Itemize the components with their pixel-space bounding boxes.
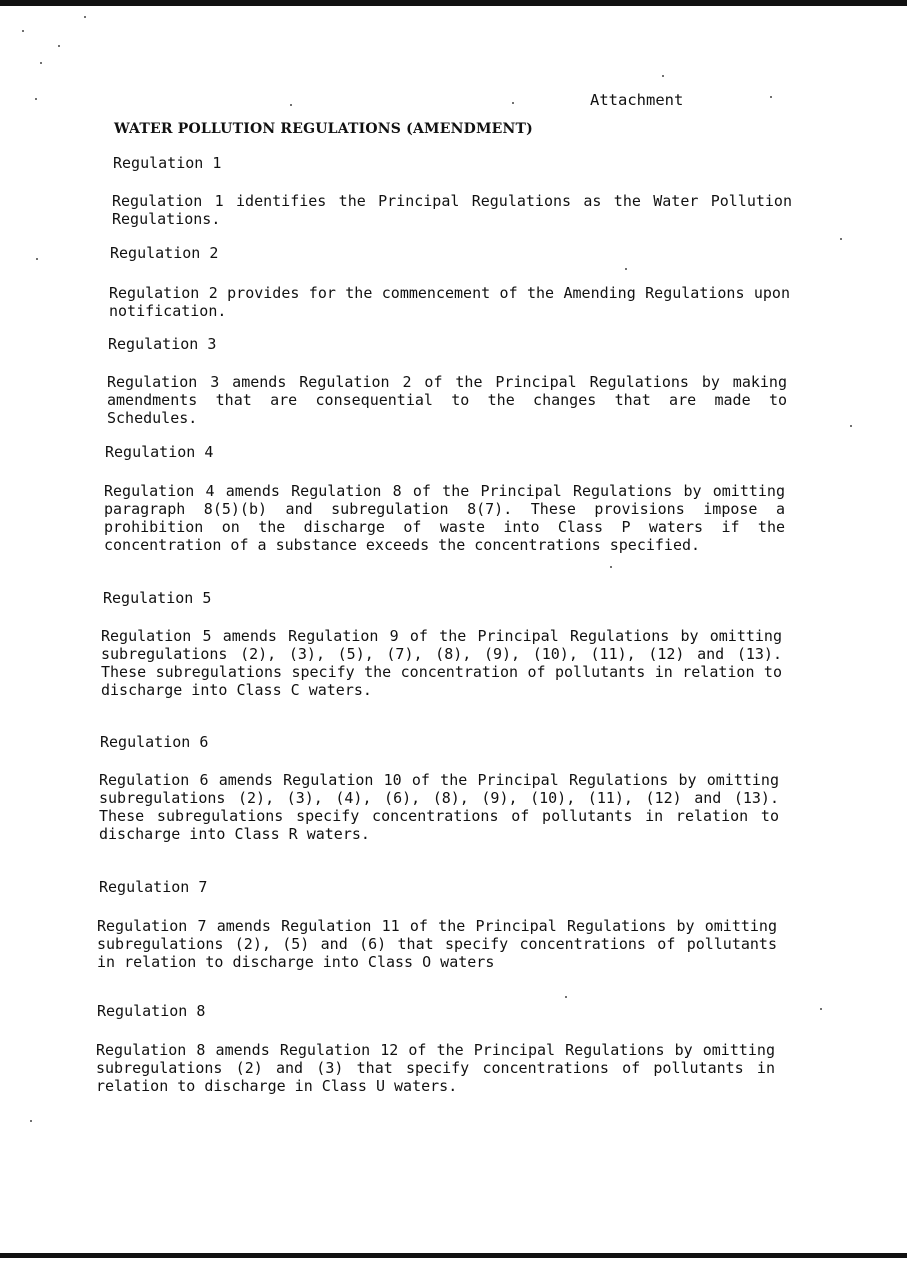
section-paragraph: Regulation 1 identifies the Principal Regulations as the Water Pollution Regulations. — [112, 192, 792, 228]
section-paragraph: Regulation 6 amends Regulation 10 of the Principal Regulations by omitting subregulations (2), (3), (4), (6), (8), (9), (10), (11), (12) and (13). These subregulations specify concentrations of pollutants in relation to discharge into Class R waters. — [99, 771, 779, 843]
section-paragraph: Regulation 3 amends Regulation 2 of the Principal Regulations by making amendments that are consequential to the changes that are made to Schedules. — [107, 373, 787, 427]
section-heading: Regulation 2 — [110, 244, 219, 262]
bottom-scan-border — [0, 1253, 907, 1258]
section-heading: Regulation 8 — [97, 1002, 206, 1020]
scan-speck — [290, 104, 292, 106]
scan-speck — [84, 16, 86, 18]
scan-speck — [30, 1120, 32, 1122]
scan-speck — [625, 268, 627, 270]
section-heading: Regulation 7 — [99, 878, 208, 896]
section-paragraph: Regulation 4 amends Regulation 8 of the Principal Regulations by omitting paragraph 8(5)(b) and subregulation 8(7). These provisions impose a prohibition on the discharge of waste into Class P waters if the concentration of a substance exceeds the concentrations specified. — [104, 482, 785, 554]
scan-speck — [35, 98, 37, 100]
section-heading: Regulation 6 — [100, 733, 209, 751]
section-heading: Regulation 3 — [108, 335, 217, 353]
section-paragraph: Regulation 7 amends Regulation 11 of the Principal Regulations by omitting subregulations (2), (5) and (6) that specify concentrations of pollutants in relation to discharge into Class O waters — [97, 917, 777, 971]
scan-speck — [58, 45, 60, 47]
section-paragraph: Regulation 5 amends Regulation 9 of the Principal Regulations by omitting subregulations (2), (3), (5), (7), (8), (9), (10), (11), (12) and (13). These subregulations specify the concentration of pollutants in relation to discharge into Class C waters. — [101, 627, 782, 699]
section-heading: Regulation 4 — [105, 443, 214, 461]
scan-speck — [610, 566, 612, 568]
section-paragraph: Regulation 8 amends Regulation 12 of the Principal Regulations by omitting subregulations (2) and (3) that specify concentrations of pollutants in relation to discharge in Class U waters. — [96, 1041, 775, 1095]
scan-speck — [850, 425, 852, 427]
scan-speck — [565, 996, 567, 998]
attachment-label: Attachment — [590, 91, 684, 109]
document-title: WATER POLLUTION REGULATIONS (AMENDMENT) — [114, 121, 533, 137]
scan-speck — [36, 258, 38, 260]
scan-speck — [840, 238, 842, 240]
scan-speck — [22, 30, 24, 32]
scan-speck — [770, 96, 772, 98]
scan-speck — [662, 75, 664, 77]
top-scan-border — [0, 0, 907, 6]
section-heading: Regulation 5 — [103, 589, 212, 607]
scan-speck — [820, 1008, 822, 1010]
section-heading: Regulation 1 — [113, 154, 222, 172]
scan-speck — [512, 102, 514, 104]
section-paragraph: Regulation 2 provides for the commencement of the Amending Regulations upon notification. — [109, 284, 790, 320]
scan-speck — [40, 62, 42, 64]
